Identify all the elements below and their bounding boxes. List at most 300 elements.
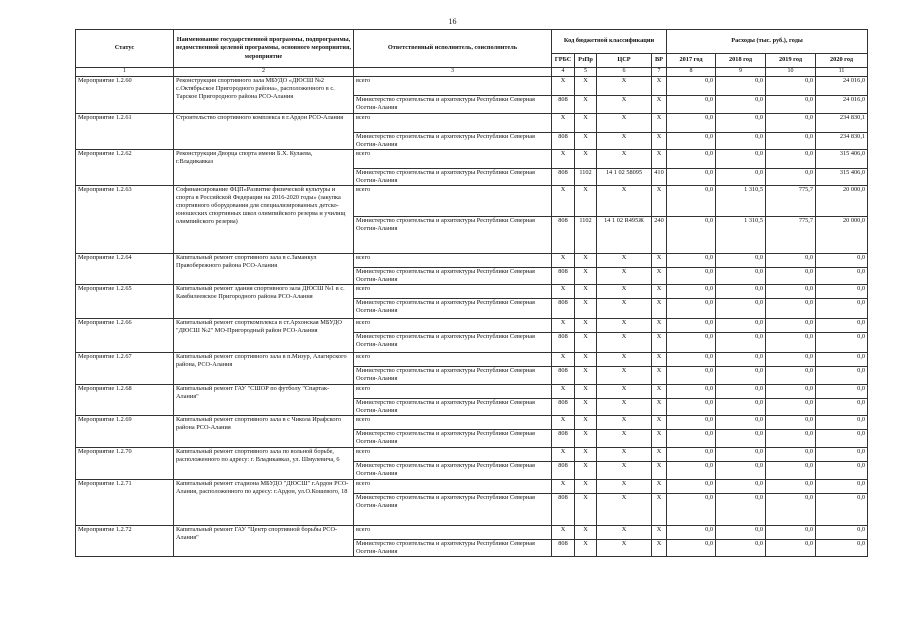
rzpr-cell: X xyxy=(575,352,597,366)
y2019-cell: 775,7 xyxy=(766,185,816,216)
responsible-cell: Министерство строительства и архитектуры Республики Северная Осетия-Алания xyxy=(354,366,552,384)
vr-cell: X xyxy=(652,352,667,366)
y2020-cell: 315 406,0 xyxy=(816,149,868,168)
y2020-cell: 0,0 xyxy=(816,430,868,448)
csr-cell: 14 1 02 58095 xyxy=(597,168,652,185)
y2019-cell: 0,0 xyxy=(766,384,816,398)
grbs-cell: 808 xyxy=(552,462,575,480)
y2017-cell: 0,0 xyxy=(667,149,716,168)
csr-cell: X xyxy=(597,366,652,384)
grbs-cell: X xyxy=(552,526,575,540)
table-row xyxy=(76,253,868,267)
y2017-cell: 0,0 xyxy=(667,480,716,494)
y2020-cell: 315 406,0 xyxy=(816,168,868,185)
y2017-cell: 0,0 xyxy=(667,462,716,480)
vr-cell: X xyxy=(652,113,667,132)
y2017-cell: 0,0 xyxy=(667,430,716,448)
measure-name-cell: Капитальный ремонт стадиона МБУДО "ДЮСШ" г.Ардон РСО-Алания, расположенного по адресу: г.Ардон, ул.О.Кошевого, 18 xyxy=(174,480,354,526)
y2017-cell: 0,0 xyxy=(667,253,716,267)
vr-cell: X xyxy=(652,95,667,113)
y2018-cell: 1 310,5 xyxy=(716,216,766,253)
rzpr-cell: X xyxy=(575,540,597,557)
y2017-cell: 0,0 xyxy=(667,366,716,384)
rzpr-cell: X xyxy=(575,398,597,415)
status-cell: Мероприятие 1.2.66 xyxy=(76,318,174,352)
y2019-cell: 0,0 xyxy=(766,318,816,332)
y2019-cell: 0,0 xyxy=(766,448,816,462)
table-row xyxy=(76,352,868,366)
csr-cell: X xyxy=(597,185,652,216)
y2019-cell: 0,0 xyxy=(766,298,816,318)
y2020-cell: 0,0 xyxy=(816,352,868,366)
status-cell: Мероприятие 1.2.70 xyxy=(76,448,174,480)
y2017-cell: 0,0 xyxy=(667,76,716,95)
csr-cell: X xyxy=(597,132,652,149)
y2018-cell: 0,0 xyxy=(716,95,766,113)
csr-cell: X xyxy=(597,332,652,352)
grbs-cell: 808 xyxy=(552,398,575,415)
grbs-cell: 808 xyxy=(552,494,575,526)
rzpr-cell: X xyxy=(575,494,597,526)
responsible-cell: Министерство строительства и архитектуры Республики Северная Осетия-Алания xyxy=(354,168,552,185)
rzpr-cell: X xyxy=(575,76,597,95)
y2017-cell: 0,0 xyxy=(667,448,716,462)
y2019-cell: 0,0 xyxy=(766,398,816,415)
y2018-cell: 0,0 xyxy=(716,267,766,284)
grbs-cell: X xyxy=(552,149,575,168)
responsible-cell: Министерство строительства и архитектуры Республики Северная Осетия-Алания xyxy=(354,398,552,415)
measure-name-cell: Реконструкция Дворца спорта имени Б.Х. Кулаева, г.Владикавказ xyxy=(174,149,354,185)
responsible-cell: Министерство строительства и архитектуры Республики Северная Осетия-Алания xyxy=(354,132,552,149)
status-cell: Мероприятие 1.2.62 xyxy=(76,149,174,185)
rzpr-cell: X xyxy=(575,318,597,332)
y2018-cell: 0,0 xyxy=(716,298,766,318)
csr-cell: X xyxy=(597,149,652,168)
y2017-cell: 0,0 xyxy=(667,318,716,332)
vr-cell: X xyxy=(652,185,667,216)
table-row xyxy=(76,416,868,430)
column-number: 3 xyxy=(354,68,552,77)
y2020-cell: 0,0 xyxy=(816,526,868,540)
grbs-cell: 808 xyxy=(552,168,575,185)
y2018-cell: 0,0 xyxy=(716,540,766,557)
status-cell: Мероприятие 1.2.68 xyxy=(76,384,174,415)
y2020-cell: 0,0 xyxy=(816,416,868,430)
responsible-cell: Министерство строительства и архитектуры Республики Северная Осетия-Алания xyxy=(354,95,552,113)
y2018-cell: 0,0 xyxy=(716,494,766,526)
y2017-cell: 0,0 xyxy=(667,398,716,415)
y2017-cell: 0,0 xyxy=(667,267,716,284)
y2019-cell: 0,0 xyxy=(766,132,816,149)
vr-cell: 410 xyxy=(652,168,667,185)
csr-cell: X xyxy=(597,398,652,415)
grbs-cell: 808 xyxy=(552,332,575,352)
grbs-cell: X xyxy=(552,185,575,216)
y2020-cell: 234 830,1 xyxy=(816,113,868,132)
rzpr-cell: X xyxy=(575,384,597,398)
status-cell: Мероприятие 1.2.63 xyxy=(76,185,174,253)
status-cell: Мероприятие 1.2.61 xyxy=(76,113,174,149)
responsible-cell: Министерство строительства и архитектуры Республики Северная Осетия-Алания xyxy=(354,430,552,448)
y2020-cell: 0,0 xyxy=(816,366,868,384)
column-number: 6 xyxy=(597,68,652,77)
rzpr-cell: X xyxy=(575,416,597,430)
table-row xyxy=(76,318,868,332)
y2019-cell: 0,0 xyxy=(766,540,816,557)
table-row xyxy=(76,76,868,95)
vr-cell: X xyxy=(652,480,667,494)
y2020-cell: 0,0 xyxy=(816,384,868,398)
y2019-cell: 0,0 xyxy=(766,366,816,384)
vr-cell: X xyxy=(652,526,667,540)
responsible-cell: всего xyxy=(354,480,552,494)
y2020-cell: 0,0 xyxy=(816,298,868,318)
grbs-cell: 808 xyxy=(552,430,575,448)
y2019-cell: 0,0 xyxy=(766,168,816,185)
y2018-cell: 0,0 xyxy=(716,149,766,168)
y2018-cell: 0,0 xyxy=(716,284,766,298)
header-status: Статус xyxy=(76,30,174,68)
header-2020: 2020 год xyxy=(816,54,868,68)
y2019-cell: 0,0 xyxy=(766,149,816,168)
grbs-cell: X xyxy=(552,448,575,462)
status-cell: Мероприятие 1.2.67 xyxy=(76,352,174,384)
csr-cell: X xyxy=(597,95,652,113)
y2020-cell: 0,0 xyxy=(816,448,868,462)
grbs-cell: X xyxy=(552,318,575,332)
measure-name-cell: Капитальный ремонт здания спортивного зала ДЮСШ №1 в с. Камбилеевское Пригородного района РСО-Алания xyxy=(174,284,354,318)
header-kbk: Код бюджетной классификации xyxy=(552,30,667,54)
grbs-cell: X xyxy=(552,284,575,298)
y2018-cell: 0,0 xyxy=(716,168,766,185)
rzpr-cell: X xyxy=(575,253,597,267)
responsible-cell: всего xyxy=(354,76,552,95)
csr-cell: X xyxy=(597,267,652,284)
rzpr-cell: X xyxy=(575,430,597,448)
y2019-cell: 0,0 xyxy=(766,113,816,132)
responsible-cell: Министерство строительства и архитектуры Республики Северная Осетия-Алания xyxy=(354,298,552,318)
grbs-cell: 808 xyxy=(552,267,575,284)
grbs-cell: X xyxy=(552,416,575,430)
header-grbs: ГРБС xyxy=(552,54,575,68)
csr-cell: X xyxy=(597,253,652,267)
y2020-cell: 20 000,0 xyxy=(816,185,868,216)
y2018-cell: 0,0 xyxy=(716,416,766,430)
grbs-cell: 808 xyxy=(552,298,575,318)
y2018-cell: 0,0 xyxy=(716,366,766,384)
y2018-cell: 0,0 xyxy=(716,480,766,494)
csr-cell: X xyxy=(597,540,652,557)
rzpr-cell: X xyxy=(575,448,597,462)
table-row xyxy=(76,384,868,398)
y2020-cell: 0,0 xyxy=(816,398,868,415)
vr-cell: X xyxy=(652,416,667,430)
header-name: Наименование государственной программы, подпрограммы, ведомственной целевой программы, основного мероприятия, мероприятие xyxy=(174,30,354,68)
y2018-cell: 0,0 xyxy=(716,253,766,267)
vr-cell: X xyxy=(652,318,667,332)
y2019-cell: 0,0 xyxy=(766,480,816,494)
y2019-cell: 0,0 xyxy=(766,76,816,95)
y2019-cell: 0,0 xyxy=(766,416,816,430)
y2020-cell: 0,0 xyxy=(816,480,868,494)
measure-name-cell: Капитальный ремонт спортивного зала в п.Мизур, Алагирского района, РСО-Алания xyxy=(174,352,354,384)
vr-cell: X xyxy=(652,462,667,480)
vr-cell: X xyxy=(652,298,667,318)
y2017-cell: 0,0 xyxy=(667,216,716,253)
measure-name-cell: Строительство спортивного комплекса в г.Ардон РСО-Алания xyxy=(174,113,354,149)
y2018-cell: 0,0 xyxy=(716,448,766,462)
budget-table xyxy=(75,29,868,557)
measure-name-cell: Реконструкция спортивного зала МБУДО «ДЮСШ №2 с.Октябрьское Пригородного района», расположенного в с. Тарское Пригородного района РСО-Алания xyxy=(174,76,354,113)
csr-cell: 14 1 02 R495Ж xyxy=(597,216,652,253)
status-cell: Мероприятие 1.2.72 xyxy=(76,526,174,557)
responsible-cell: всего xyxy=(354,384,552,398)
csr-cell: X xyxy=(597,462,652,480)
column-numbers-row xyxy=(76,68,868,77)
y2020-cell: 0,0 xyxy=(816,284,868,298)
grbs-cell: 808 xyxy=(552,366,575,384)
responsible-cell: всего xyxy=(354,352,552,366)
status-cell: Мероприятие 1.2.64 xyxy=(76,253,174,284)
rzpr-cell: 1102 xyxy=(575,216,597,253)
y2019-cell: 0,0 xyxy=(766,526,816,540)
responsible-cell: Министерство строительства и архитектуры Республики Северная Осетия-Алания xyxy=(354,267,552,284)
y2019-cell: 0,0 xyxy=(766,352,816,366)
responsible-cell: Министерство строительства и архитектуры Республики Северная Осетия-Алания xyxy=(354,332,552,352)
responsible-cell: Министерство строительства и архитектуры Республики Северная Осетия-Алания xyxy=(354,540,552,557)
y2019-cell: 0,0 xyxy=(766,95,816,113)
status-cell: Мероприятие 1.2.60 xyxy=(76,76,174,113)
y2019-cell: 0,0 xyxy=(766,462,816,480)
header-responsible: Ответственный исполнитель, соисполнитель xyxy=(354,30,552,68)
grbs-cell: 808 xyxy=(552,540,575,557)
y2017-cell: 0,0 xyxy=(667,384,716,398)
rzpr-cell: X xyxy=(575,298,597,318)
y2017-cell: 0,0 xyxy=(667,352,716,366)
csr-cell: X xyxy=(597,448,652,462)
table-row xyxy=(76,448,868,462)
rzpr-cell: X xyxy=(575,132,597,149)
responsible-cell: всего xyxy=(354,416,552,430)
y2017-cell: 0,0 xyxy=(667,526,716,540)
csr-cell: X xyxy=(597,318,652,332)
vr-cell: X xyxy=(652,267,667,284)
header-expenses: Расходы (тыс. руб.), годы xyxy=(667,30,868,54)
vr-cell: X xyxy=(652,332,667,352)
responsible-cell: всего xyxy=(354,113,552,132)
vr-cell: X xyxy=(652,253,667,267)
column-number: 7 xyxy=(652,68,667,77)
csr-cell: X xyxy=(597,284,652,298)
y2018-cell: 0,0 xyxy=(716,76,766,95)
measure-name-cell: Капитальный ремонт ГАУ "Центр спортивной борьбы РСО-Алания" xyxy=(174,526,354,557)
column-number: 10 xyxy=(766,68,816,77)
column-number: 9 xyxy=(716,68,766,77)
y2017-cell: 0,0 xyxy=(667,298,716,318)
vr-cell: X xyxy=(652,398,667,415)
vr-cell: X xyxy=(652,76,667,95)
measure-name-cell: Капитальный ремонт спортивного зала по вольной борьбе, расположенного по адресу: г. Владикавказ, ул. Шмулевича, 6 xyxy=(174,448,354,480)
y2017-cell: 0,0 xyxy=(667,284,716,298)
y2018-cell: 0,0 xyxy=(716,352,766,366)
table-row xyxy=(76,480,868,494)
y2017-cell: 0,0 xyxy=(667,332,716,352)
responsible-cell: Министерство строительства и архитектуры Республики Северная Осетия-Алания xyxy=(354,462,552,480)
y2019-cell: 0,0 xyxy=(766,494,816,526)
responsible-cell: всего xyxy=(354,448,552,462)
table-row xyxy=(76,113,868,132)
rzpr-cell: X xyxy=(575,366,597,384)
grbs-cell: 808 xyxy=(552,95,575,113)
status-cell: Мероприятие 1.2.71 xyxy=(76,480,174,526)
y2017-cell: 0,0 xyxy=(667,168,716,185)
csr-cell: X xyxy=(597,76,652,95)
csr-cell: X xyxy=(597,416,652,430)
y2017-cell: 0,0 xyxy=(667,132,716,149)
grbs-cell: 808 xyxy=(552,132,575,149)
grbs-cell: 808 xyxy=(552,216,575,253)
responsible-cell: всего xyxy=(354,284,552,298)
y2020-cell: 234 830,1 xyxy=(816,132,868,149)
csr-cell: X xyxy=(597,384,652,398)
y2019-cell: 0,0 xyxy=(766,430,816,448)
y2017-cell: 0,0 xyxy=(667,185,716,216)
header-2018: 2018 год xyxy=(716,54,766,68)
header-2019: 2019 год xyxy=(766,54,816,68)
rzpr-cell: X xyxy=(575,526,597,540)
rzpr-cell: X xyxy=(575,113,597,132)
table-body xyxy=(76,76,868,556)
column-number: 11 xyxy=(816,68,868,77)
grbs-cell: X xyxy=(552,76,575,95)
csr-cell: X xyxy=(597,480,652,494)
y2020-cell: 0,0 xyxy=(816,494,868,526)
y2017-cell: 0,0 xyxy=(667,416,716,430)
y2020-cell: 0,0 xyxy=(816,540,868,557)
responsible-cell: Министерство строительства и архитектуры Республики Северная Осетия-Алания xyxy=(354,216,552,253)
y2018-cell: 0,0 xyxy=(716,318,766,332)
grbs-cell: X xyxy=(552,253,575,267)
header-2017: 2017 год xyxy=(667,54,716,68)
csr-cell: X xyxy=(597,494,652,526)
rzpr-cell: X xyxy=(575,480,597,494)
responsible-cell: всего xyxy=(354,253,552,267)
vr-cell: 240 xyxy=(652,216,667,253)
measure-name-cell: Капитальный ремонт ГАУ "СШОР по футболу "Спартак-Алания" xyxy=(174,384,354,415)
rzpr-cell: X xyxy=(575,149,597,168)
table-row xyxy=(76,149,868,168)
csr-cell: X xyxy=(597,430,652,448)
y2019-cell: 0,0 xyxy=(766,284,816,298)
rzpr-cell: X xyxy=(575,284,597,298)
y2017-cell: 0,0 xyxy=(667,113,716,132)
responsible-cell: всего xyxy=(354,318,552,332)
column-number: 2 xyxy=(174,68,354,77)
y2018-cell: 0,0 xyxy=(716,132,766,149)
measure-name-cell: Капитальный ремонт спорткомплекса в ст.Архонская МБУДО "ДЮСШ №2" МО-Пригородный район РСО-Алания xyxy=(174,318,354,352)
y2018-cell: 0,0 xyxy=(716,526,766,540)
y2019-cell: 0,0 xyxy=(766,332,816,352)
y2019-cell: 0,0 xyxy=(766,253,816,267)
grbs-cell: X xyxy=(552,480,575,494)
vr-cell: X xyxy=(652,430,667,448)
responsible-cell: всего xyxy=(354,149,552,168)
measure-name-cell: Софинансирование ФЦП«Развитие физической культуры и спорта в Российской Федерации на 2016-2020 годы» (закупка спортивного оборудования для специализированных детско-юношеских спортивных школ олимпийского резерва и училищ олимпийского резерва) xyxy=(174,185,354,253)
y2020-cell: 24 016,0 xyxy=(816,95,868,113)
status-cell: Мероприятие 1.2.69 xyxy=(76,416,174,448)
grbs-cell: X xyxy=(552,352,575,366)
status-cell: Мероприятие 1.2.65 xyxy=(76,284,174,318)
csr-cell: X xyxy=(597,352,652,366)
column-number: 8 xyxy=(667,68,716,77)
measure-name-cell: Капитальный ремонт спортивного зала в с.Заманкул Правобережного района РСО-Алания xyxy=(174,253,354,284)
vr-cell: X xyxy=(652,540,667,557)
rzpr-cell: X xyxy=(575,95,597,113)
csr-cell: X xyxy=(597,298,652,318)
table-row xyxy=(76,526,868,540)
y2020-cell: 0,0 xyxy=(816,318,868,332)
rzpr-cell: X xyxy=(575,185,597,216)
responsible-cell: всего xyxy=(354,526,552,540)
y2020-cell: 20 000,0 xyxy=(816,216,868,253)
csr-cell: X xyxy=(597,526,652,540)
y2018-cell: 0,0 xyxy=(716,430,766,448)
y2020-cell: 0,0 xyxy=(816,462,868,480)
vr-cell: X xyxy=(652,366,667,384)
y2018-cell: 0,0 xyxy=(716,398,766,415)
grbs-cell: X xyxy=(552,113,575,132)
y2019-cell: 775,7 xyxy=(766,216,816,253)
y2018-cell: 0,0 xyxy=(716,332,766,352)
page-number: 16 xyxy=(448,17,457,26)
measure-name-cell: Капитальный ремонт спортивного зала в с Чикола Ирафского района РСО-Алания xyxy=(174,416,354,448)
vr-cell: X xyxy=(652,132,667,149)
column-number: 5 xyxy=(575,68,597,77)
csr-cell: X xyxy=(597,113,652,132)
column-number: 4 xyxy=(552,68,575,77)
y2020-cell: 24 016,0 xyxy=(816,76,868,95)
y2019-cell: 0,0 xyxy=(766,267,816,284)
vr-cell: X xyxy=(652,448,667,462)
rzpr-cell: 1102 xyxy=(575,168,597,185)
header-rzpr: РзПр xyxy=(575,54,597,68)
column-number: 1 xyxy=(76,68,174,77)
header-csr: ЦСР xyxy=(597,54,652,68)
responsible-cell: Министерство строительства и архитектуры Республики Северная Осетия-Алания xyxy=(354,494,552,526)
rzpr-cell: X xyxy=(575,332,597,352)
y2018-cell: 0,0 xyxy=(716,113,766,132)
y2018-cell: 0,0 xyxy=(716,384,766,398)
responsible-cell: всего xyxy=(354,185,552,216)
table-row xyxy=(76,185,868,216)
rzpr-cell: X xyxy=(575,267,597,284)
vr-cell: X xyxy=(652,284,667,298)
grbs-cell: X xyxy=(552,384,575,398)
y2017-cell: 0,0 xyxy=(667,540,716,557)
y2018-cell: 1 310,5 xyxy=(716,185,766,216)
rzpr-cell: X xyxy=(575,462,597,480)
vr-cell: X xyxy=(652,494,667,526)
y2020-cell: 0,0 xyxy=(816,253,868,267)
y2017-cell: 0,0 xyxy=(667,494,716,526)
y2020-cell: 0,0 xyxy=(816,332,868,352)
y2018-cell: 0,0 xyxy=(716,462,766,480)
y2020-cell: 0,0 xyxy=(816,267,868,284)
y2017-cell: 0,0 xyxy=(667,95,716,113)
vr-cell: X xyxy=(652,384,667,398)
table-row xyxy=(76,284,868,298)
vr-cell: X xyxy=(652,149,667,168)
